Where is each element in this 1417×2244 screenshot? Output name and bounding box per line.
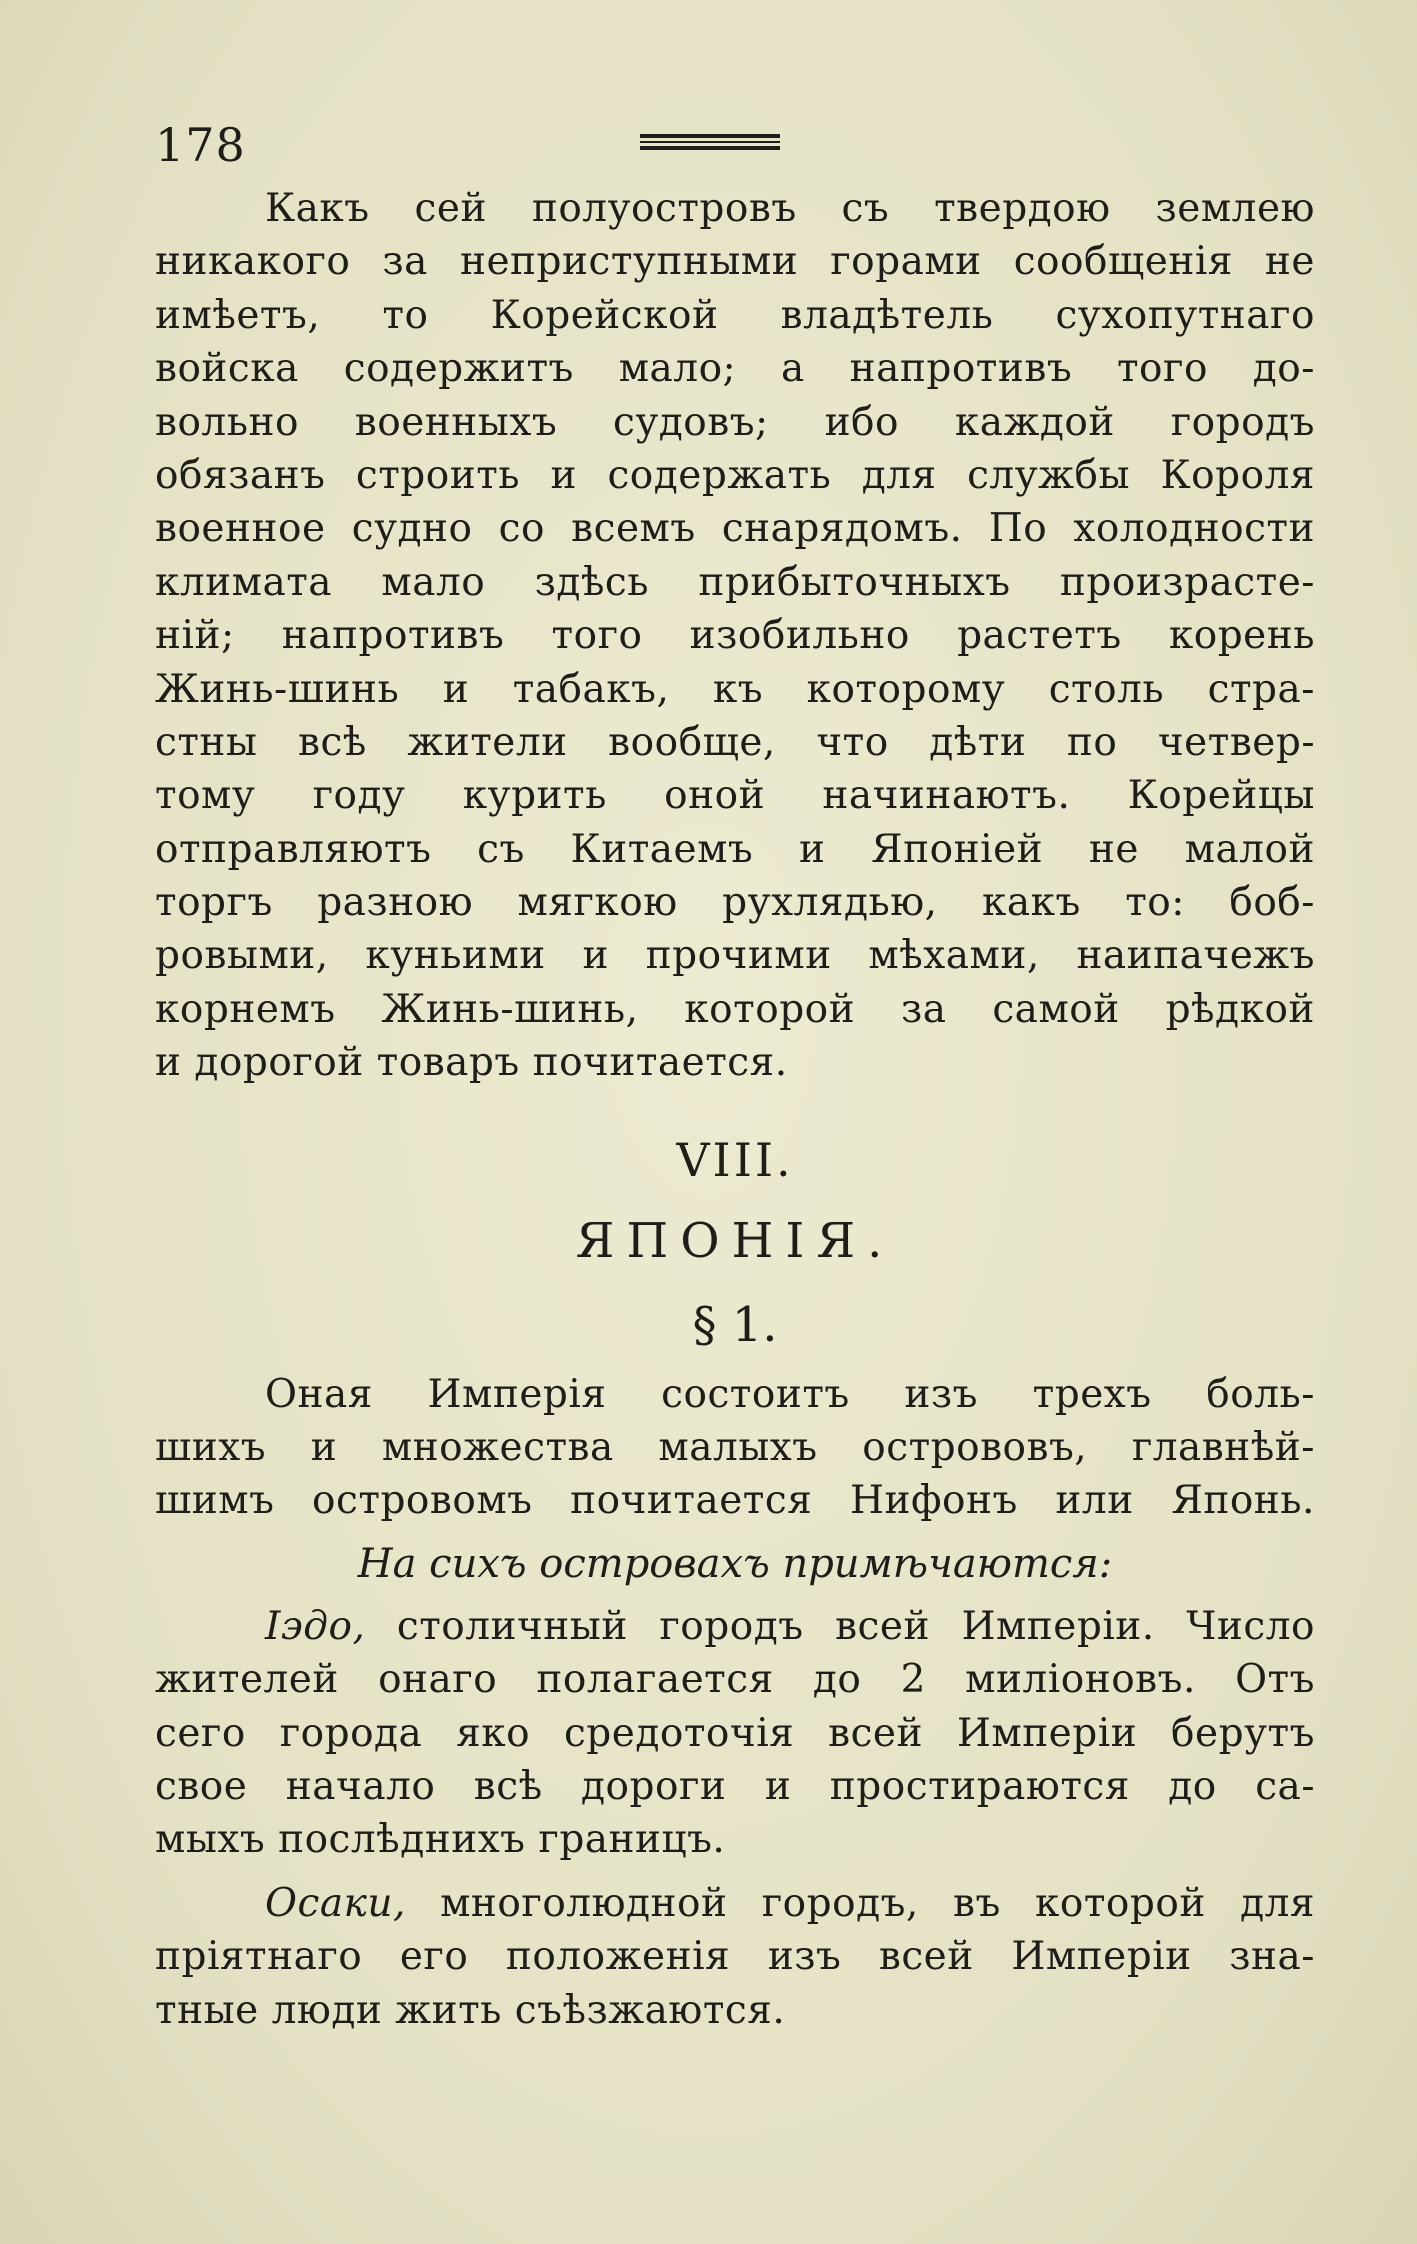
word: каждой	[954, 399, 1115, 445]
islands-note: На сихъ островахъ примѣчаются:	[357, 1540, 1113, 1587]
word: всемъ	[571, 506, 696, 552]
word: и	[798, 826, 826, 872]
place-name: Iэдо,	[265, 1603, 366, 1649]
word: стны	[155, 719, 258, 765]
word: курить	[462, 773, 607, 819]
text-line	[155, 876, 1315, 929]
word: всей	[878, 1934, 974, 1980]
text-line	[155, 449, 1315, 502]
paragraph-japan-islands	[155, 1368, 1315, 1528]
word: главнѣй-	[1131, 1425, 1315, 1471]
word: сухопутнаго	[1055, 292, 1315, 338]
text-line	[155, 983, 1315, 1036]
word: столь	[1048, 666, 1165, 712]
word: растетъ	[957, 613, 1122, 659]
word: милiоновъ.	[965, 1657, 1196, 1703]
word: дороги	[581, 1763, 727, 1809]
word: Отъ	[1235, 1657, 1315, 1703]
word: разною	[317, 880, 474, 926]
word: сей	[414, 186, 487, 231]
word: мѣхами,	[868, 933, 1040, 979]
word: состоитъ	[661, 1371, 850, 1417]
word: то:	[1125, 880, 1185, 926]
text-line	[155, 609, 1315, 662]
word: Имперiи	[1011, 1934, 1192, 1980]
word: судовъ;	[613, 399, 769, 445]
page-number: 178	[155, 118, 246, 172]
word: которой	[684, 986, 856, 1032]
text-line	[155, 1930, 1315, 1983]
word: къ	[712, 666, 764, 712]
word: за	[382, 239, 428, 285]
word: свое	[155, 1763, 248, 1809]
word: Имперiи	[956, 1710, 1138, 1756]
word: не	[1264, 239, 1315, 285]
word: Число	[1186, 1603, 1315, 1649]
page-body	[155, 182, 1315, 2037]
word: того	[551, 613, 643, 659]
text-line: и дорогой товаръ почитается.	[155, 1040, 788, 1086]
word: и	[764, 1763, 792, 1809]
word: малыхъ	[658, 1425, 818, 1471]
text-line	[155, 823, 1315, 876]
text-line	[155, 1368, 1315, 1421]
text-line	[155, 502, 1315, 555]
word: Китаемъ	[570, 826, 754, 872]
word: малой	[1184, 826, 1315, 872]
word: острововъ,	[862, 1425, 1088, 1471]
word: службы	[967, 452, 1131, 498]
word: судно	[351, 506, 473, 552]
word: множества	[381, 1425, 614, 1471]
word: имѣетъ,	[155, 292, 321, 338]
word: начало	[285, 1763, 436, 1809]
word: корень	[1168, 613, 1315, 659]
section-mark: § 1.	[692, 1296, 778, 1353]
word: зна-	[1229, 1934, 1315, 1980]
word: и	[442, 666, 470, 712]
word: городъ,	[761, 1880, 919, 1926]
word: яко	[456, 1710, 531, 1756]
text-line	[155, 716, 1315, 769]
text-line	[155, 663, 1315, 716]
paragraph-osaka	[155, 1877, 1315, 2037]
word: обязанъ	[155, 452, 326, 498]
word: нiй;	[155, 613, 235, 659]
word: то	[382, 292, 429, 338]
word: четвер-	[1157, 719, 1315, 765]
text-line	[155, 1760, 1315, 1813]
word: ибо	[824, 399, 900, 445]
word: рѣдкой	[1165, 986, 1315, 1032]
word: Нифонъ	[849, 1478, 1018, 1524]
word: средоточiя	[563, 1710, 795, 1756]
word: напротивъ	[281, 613, 505, 659]
word: въ	[953, 1880, 1001, 1926]
word: жители	[407, 719, 568, 765]
word: которому	[806, 666, 1006, 712]
chapter-number: VIII.	[676, 1132, 794, 1187]
word: Корейцы	[1127, 773, 1315, 819]
word: холодности	[1073, 506, 1315, 552]
text-line	[155, 1707, 1315, 1760]
word: Жинь-шинь,	[381, 986, 639, 1032]
word: для	[1240, 1880, 1315, 1926]
word: здѣсь	[534, 559, 650, 605]
word: боль-	[1206, 1371, 1315, 1417]
word: шихъ	[155, 1425, 267, 1471]
word: произрасте-	[1059, 559, 1315, 605]
word: боб-	[1229, 880, 1315, 926]
word: прибыточныхъ	[698, 559, 1011, 605]
place-name: Осаки,	[265, 1880, 406, 1926]
word: онаго	[378, 1657, 498, 1703]
text-line	[155, 396, 1315, 449]
word: начинаютъ.	[822, 773, 1071, 819]
word: военныхъ	[354, 399, 558, 445]
word: Оная	[265, 1371, 373, 1417]
word: островомъ	[312, 1478, 533, 1524]
text-line	[155, 1877, 1315, 1930]
word: сего	[155, 1710, 246, 1756]
word: берутъ	[1171, 1710, 1315, 1756]
word: наипачежъ	[1076, 933, 1315, 979]
word: напротивъ	[849, 346, 1073, 392]
word: Японь.	[1171, 1478, 1315, 1524]
word: сообщенiя	[1013, 239, 1233, 285]
paragraph-korea-military	[155, 182, 1315, 1090]
word: положенiя	[505, 1934, 731, 1980]
word: самой	[992, 986, 1120, 1032]
word: войска	[155, 346, 299, 392]
word: до	[1168, 1763, 1217, 1809]
word: изобильно	[689, 613, 910, 659]
word: многолюдной	[440, 1880, 728, 1926]
word: а	[781, 346, 805, 392]
word: что	[816, 719, 889, 765]
text-line	[155, 342, 1315, 395]
text-line	[155, 1653, 1315, 1706]
word: которой	[1035, 1880, 1206, 1926]
word: табакъ,	[512, 666, 670, 712]
word: году	[312, 773, 406, 819]
word: военное	[155, 506, 326, 552]
word: содержать	[607, 452, 832, 498]
word: неприступными	[459, 239, 799, 285]
page-header	[155, 112, 1315, 182]
word: куньими	[365, 933, 546, 979]
word: мало;	[618, 346, 737, 392]
word: оной	[664, 773, 766, 819]
word: Корейской	[490, 292, 719, 338]
word: столичный	[396, 1603, 628, 1649]
word: до-	[1252, 346, 1315, 392]
text-line: мыхъ послѣднихъ границъ.	[155, 1817, 726, 1863]
word: шимъ	[155, 1478, 275, 1524]
word: са-	[1255, 1763, 1315, 1809]
word: жителей	[155, 1657, 339, 1703]
word: стра-	[1207, 666, 1315, 712]
text-line: тные люди жить съѣзжаются.	[155, 1987, 786, 2033]
word: прiятнаго	[155, 1934, 363, 1980]
word: вообще,	[608, 719, 776, 765]
text-line	[155, 556, 1315, 609]
word: всѣ	[473, 1763, 543, 1809]
text-line	[155, 1474, 1315, 1527]
word: никакого	[155, 239, 351, 285]
word: корнемъ	[155, 986, 336, 1032]
word: содержитъ	[343, 346, 574, 392]
text-line	[155, 1421, 1315, 1474]
word: изъ	[767, 1934, 842, 1980]
word: твердою	[934, 186, 1111, 231]
word: строить	[355, 452, 521, 498]
word: со	[498, 506, 545, 552]
word: Японiей	[871, 826, 1044, 872]
word: мягкою	[517, 880, 678, 926]
word: не	[1088, 826, 1139, 872]
header-ornament-rule	[640, 134, 780, 152]
word: владѣтель	[780, 292, 994, 338]
word: до	[812, 1657, 862, 1703]
word: 2	[900, 1657, 926, 1703]
word: тому	[155, 773, 256, 819]
word: По	[988, 506, 1048, 552]
word: климата	[155, 559, 333, 605]
text-line	[155, 769, 1315, 822]
word: дѣти	[929, 719, 1027, 765]
word: Имперiя	[427, 1371, 607, 1417]
word: Имперiи.	[961, 1603, 1155, 1649]
text-line	[155, 182, 1315, 235]
word: или	[1055, 1478, 1134, 1524]
word: всѣ	[297, 719, 367, 765]
word: трехъ	[1032, 1371, 1152, 1417]
word: отправляютъ	[155, 826, 432, 872]
word: рухлядью,	[722, 880, 938, 926]
word: всей	[828, 1710, 923, 1756]
word: по	[1066, 719, 1118, 765]
text-line	[155, 1600, 1315, 1653]
word: всей	[835, 1603, 930, 1649]
word: вольно	[155, 399, 299, 445]
chapter-title: ЯПОНIЯ.	[575, 1212, 895, 1269]
word: того	[1116, 346, 1208, 392]
text-line	[155, 289, 1315, 342]
word: изъ	[904, 1371, 978, 1417]
word: его	[399, 1934, 469, 1980]
word: Короля	[1160, 452, 1315, 498]
word: Жинь-шинь	[155, 666, 400, 712]
word: ровыми,	[155, 933, 329, 979]
text-line	[155, 235, 1315, 288]
word: города	[279, 1710, 423, 1756]
text-line	[155, 929, 1315, 982]
word: почитается	[570, 1478, 813, 1524]
word: и	[582, 933, 609, 979]
word: простираются	[829, 1763, 1130, 1809]
word: за	[900, 986, 947, 1032]
word: и	[550, 452, 577, 498]
word: съ	[841, 186, 890, 231]
word: торгъ	[155, 880, 273, 926]
word: Какъ	[265, 186, 370, 231]
word: городъ	[1170, 399, 1315, 445]
word: мало	[381, 559, 486, 605]
word: полагается	[536, 1657, 774, 1703]
word: снарядомъ.	[721, 506, 963, 552]
word: прочими	[645, 933, 832, 979]
word: полуостровъ	[531, 186, 797, 231]
word: городъ	[659, 1603, 804, 1649]
word: землею	[1155, 186, 1315, 231]
word: горами	[830, 239, 982, 285]
word: и	[310, 1425, 338, 1471]
paragraph-edo	[155, 1600, 1315, 1867]
word: съ	[477, 826, 525, 872]
word: для	[861, 452, 937, 498]
word: какъ	[981, 880, 1081, 926]
